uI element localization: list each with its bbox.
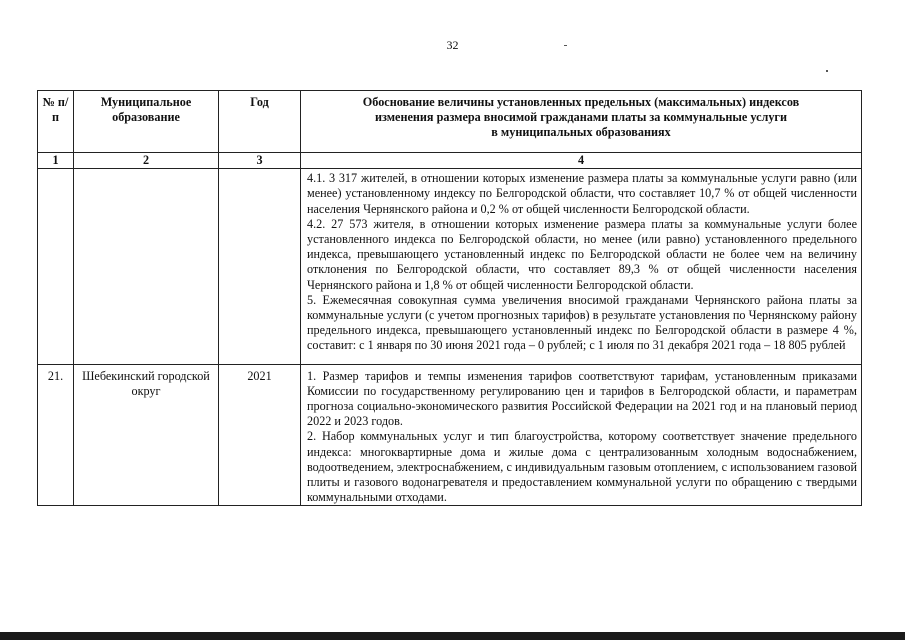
index-justification-table [37, 90, 862, 506]
header-justification [301, 91, 862, 153]
justification-paragraph: 4.2. 27 573 жителя, в отношении которых изменение размера платы за коммунальные услуги более установленного индекса по Белгородской области, но менее (или равно) установленного предельного индекса, превышающего установленный индекс по Белгородской области не более чем на величину отклонения по Белгородской области, что составляет 89,3 % от общей численности населения Чернянского района и 1,8 % от общей численности Белгородской области. [307, 216, 857, 292]
table-row [38, 169, 862, 364]
header-number-label: № п/п [42, 95, 69, 125]
scan-speck [826, 70, 828, 72]
row-justification [301, 169, 862, 364]
justification-paragraph: 2. Набор коммунальных услуг и тип благоустройства, которому соответствует значение предельного индекса: многоквартирные дома и жилые дома с централизованным холодным водоснабжением, водоотведением, электроснабжением, с индивидуальным газовым отоплением, с использованием газовой плиты и газового водонагревателя и предоставлением коммунальной услуги по обращению с твердыми коммунальными отходами. [307, 429, 857, 505]
column-number: 4 [301, 153, 862, 169]
row-municipality [74, 169, 219, 364]
justification-paragraph: 4.1. 3 317 жителей, в отношении которых изменение размера платы за коммунальные услуги равно (или менее) установленному индексу по Белгородской области, что составляет 10,7 % от общей численности населения Чернянского района и 0,2 % от общей численности Белгородской области. [307, 171, 857, 216]
justification-paragraph: 1. Размер тарифов и темпы изменения тарифов соответствуют тарифам, установленным приказами Комиссии по государственному регулированию цен и тарифов в Белгородской области, и параметрам прогноза социально-экономического развития Российской Федерации на 2021 год и на плановый период 2022 и 2023 годов. [307, 368, 857, 429]
table-row [38, 364, 862, 506]
row-number: 21. [38, 364, 74, 506]
header-municipality [74, 91, 219, 153]
scan-edge [0, 632, 905, 640]
header-municipality-label: Муниципальное образование [100, 95, 192, 125]
header-year [219, 91, 301, 153]
scan-speck [564, 45, 567, 46]
header-justification-line: в муниципальных образованиях [491, 125, 671, 140]
row-year: 2021 [219, 364, 301, 506]
justification-paragraph: 5. Ежемесячная совокупная сумма увеличения вносимой гражданами Чернянского района платы за коммунальные услуги (с учетом прогнозных тарифов) в результате установления по Чернянскому району предельного индекса, превышающего установленный индекс по Белгородской области в размере 4 %, составит: с 1 января по 30 июня 2021 года – 0 рублей; с 1 июля по 31 декабря 2021 года – 18 805 рублей [307, 292, 857, 353]
row-municipality: Шебекинский городской округ [74, 364, 219, 506]
column-number-row [38, 153, 862, 169]
row-year [219, 169, 301, 364]
row-justification [301, 364, 862, 506]
header-justification-line: изменения размера вносимой гражданами платы за коммунальные услуги [375, 110, 787, 125]
column-number: 1 [38, 153, 74, 169]
header-year-label: Год [250, 95, 269, 109]
row-number [38, 169, 74, 364]
column-number: 3 [219, 153, 301, 169]
page-number: 32 [446, 38, 459, 52]
table-header-row [38, 91, 862, 153]
header-number [38, 91, 74, 153]
header-justification-line: Обоснование величины установленных предельных (максимальных) индексов [362, 95, 800, 109]
column-number: 2 [74, 153, 219, 169]
